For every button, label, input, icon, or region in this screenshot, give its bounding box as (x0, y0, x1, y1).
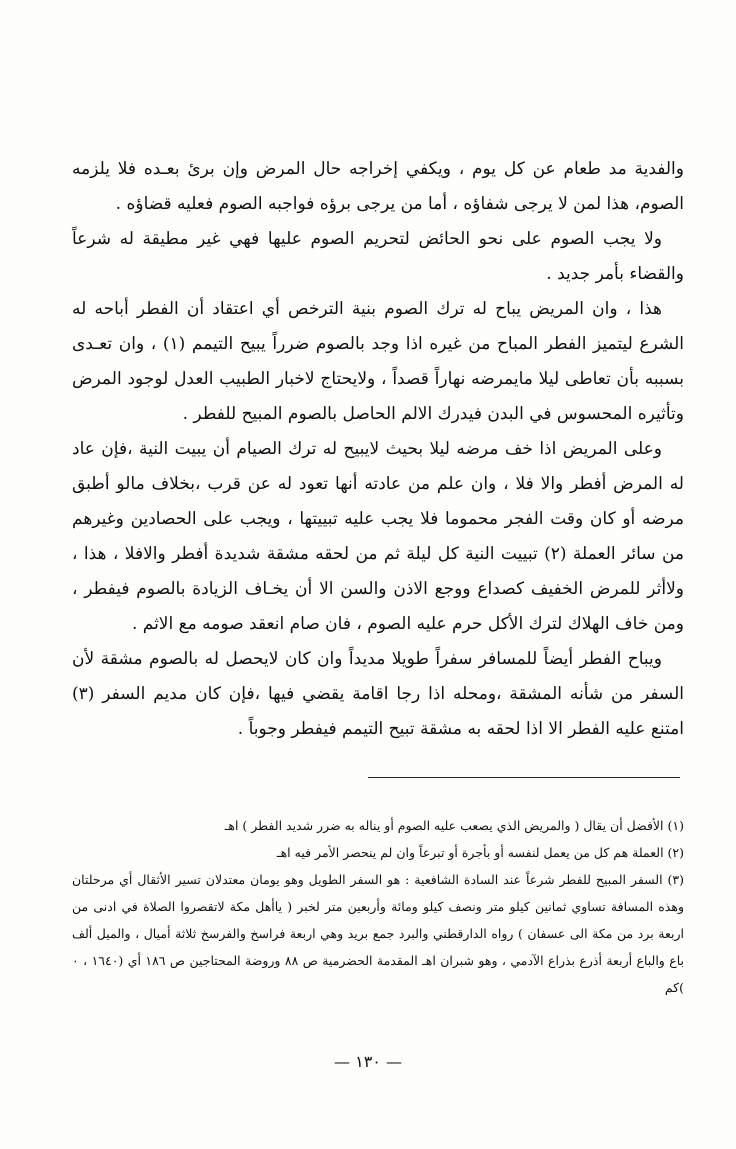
paragraph-haid: ولا يجب الصوم على نحو الحائض لتحريم الصوم عليها فهي غير مطيقة له شرعاً والقضاء بأمر جديد . (72, 229, 684, 284)
footnote-2: (٢) العملة هم كل من يعمل لنفسه أو بأجرة أو تبرعاً وان لم ينحصر الأمر فيه اهـ (276, 845, 684, 860)
paragraph-sick-intention: وعلى المريض اذا خف مرضه ليلا بحيث لايبيح له ترك الصيام أن يبيت النية ،فإن عاد له المرض أفطر والا فلا ، وان علم من عادته أنها تعود له عن قرب ،بخلاف مالو أطبق مرضه أو كان وقت الفجر محموما فلا يجب عليه تبييتها ، ويجب على الحصادين وغيرهم من سائر العملة (٢) تبييت النية كل ليلة ثم من لحقه مشقة شديدة أفطر والافلا ، هذا ، ولاأثر للمرض الخفيف كصداع ووجع الاذن والسن الا أن يخـاف الزيادة بالصوم فيفطر ، ومن خاف الهلاك لترك الأكل حرم عليه الصوم ، فان صام انعقد صومه مع الاثم . (72, 439, 684, 634)
footnotes (72, 812, 684, 1001)
paragraph-traveler: ويباح الفطر أيضاً للمسافر سفراً طويلا مديداً وان كان لايحصل له بالصوم مشقة لأن السفر من شأنه المشقة ،ومحله اذا رجا اقامة يقضي فيها ،فإن كان مديم السفر (٣) امتنع عليه الفطر الا اذا لحقه به مشقة تبيح التيمم فيفطر وجوباً . (72, 649, 684, 739)
footnote-1: (١) الأفضل أن يقال ( والمريض الذي يصعب عليه الصوم أو يناله به ضرر شديد الفطر ) اهـ (224, 818, 684, 833)
main-text (72, 152, 684, 747)
page-number: — ١٣٠ — (334, 1052, 402, 1071)
footnote-divider (368, 777, 680, 778)
paragraph-sick-permission: هذا ، وان المريض يباح له ترك الصوم بنية الترخص أي اعتقاد أن الفطر أباحه له الشرع ليتميز الفطر المباح من غيره اذا وجد بالصوم ضرراً يبيح التيمم (١) ، وان تعـدى بسببه بأن تعاطى ليلا مايمرضه نهاراً قصداً ، ولايحتاج لاخبار الطبيب العدل لوجود المرض وتأثيره المحسوس في البدن فيدرك الالم الحاصل بالصوم المبيح للفطر . (72, 299, 685, 424)
footnote-3: (٣) السفر المبيح للفطر شرعاً عند السادة الشافعية : هو السفر الطويل وهو يومان معتدلان تسير الأثقال أي مرحلتان وهذه المسافة تساوي ثمانين كيلو متر ونصف كيلو ومائة وأربعين متر لخبر ( ياأهل مكة لاتقصروا الصلاة في ادنى من اربعة برد من مكة الى عسفان ) رواه الدارقطني والبرد جمع بريد وهي اربعة فراسخ والفرسخ ثلاثة أميال ، والميل ألف باع والباع أربعة أذرع بذراع الآدمي ، وهو شبران اهـ المقدمة الحضرمية ص ٨٨ وروضة المحتاجين ص ١٨٦ أي (١٦٤٠ ، ٠ )كم (72, 872, 684, 995)
paragraph-fidya: والفدية مد طعام عن كل يوم ، ويكفي إخراجه حال المرض وإن برئ بعـده فلا يلزمه الصوم، هذا لمن لا يرجى شفاؤه ، أما من يرجى برؤه فواجبه الصوم فعليه قضاؤه . (72, 159, 684, 214)
